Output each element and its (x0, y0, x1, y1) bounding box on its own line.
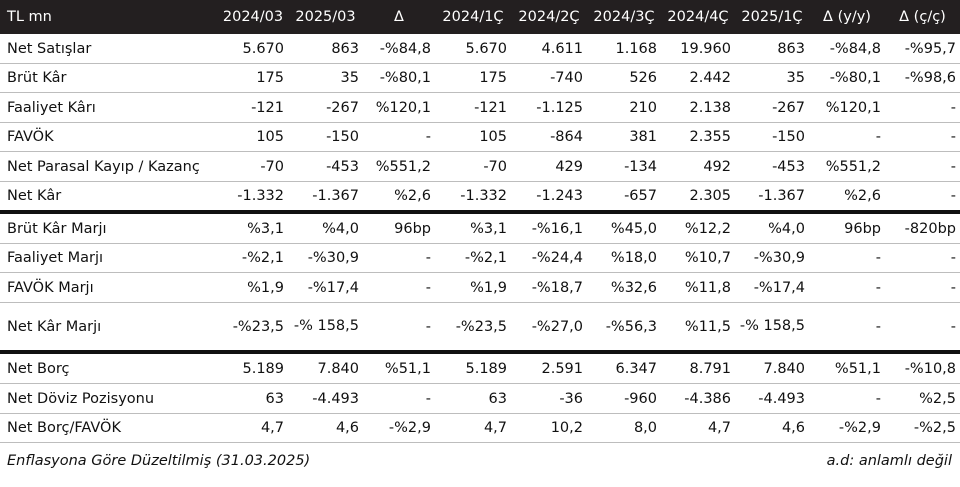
value-cell: -1.367 (735, 182, 809, 213)
value-cell: 63 (218, 384, 288, 414)
value-cell: %551,2 (363, 152, 435, 182)
value-cell: 7.840 (735, 352, 809, 384)
value-cell: -%84,8 (363, 34, 435, 64)
value-cell: %11,8 (661, 273, 735, 303)
value-cell: 8,0 (587, 414, 661, 443)
value-cell: -%80,1 (363, 64, 435, 93)
value-cell: -%2,9 (809, 414, 885, 443)
value-cell: -1.243 (511, 182, 587, 213)
header-cell: 2024/03 (218, 0, 288, 34)
row-label: Faaliyet Kârı (0, 93, 218, 123)
value-cell: %10,7 (661, 244, 735, 273)
value-cell: -453 (735, 152, 809, 182)
value-cell: 105 (435, 123, 511, 152)
value-cell: -267 (735, 93, 809, 123)
value-cell: 4,7 (218, 414, 288, 443)
value-cell: -960 (587, 384, 661, 414)
table-row (0, 212, 960, 244)
table-row (0, 182, 960, 213)
footer (0, 449, 960, 479)
value-cell: - (363, 244, 435, 273)
value-cell: 96bp (809, 212, 885, 244)
table-row (0, 352, 960, 384)
header-cell: Δ (y/y) (809, 0, 885, 34)
value-cell: 8.791 (661, 352, 735, 384)
value-cell: -1.332 (218, 182, 288, 213)
value-cell: %2,6 (363, 182, 435, 213)
value-cell: 429 (511, 152, 587, 182)
value-cell: 10,2 (511, 414, 587, 443)
table-row (0, 384, 960, 414)
footer-note-left: Enflasyona Göre Düzeltilmiş (31.03.2025) (7, 453, 311, 469)
row-label: Net Döviz Pozisyonu (0, 384, 218, 414)
value-cell: 4,6 (735, 414, 809, 443)
value-cell: 2.138 (661, 93, 735, 123)
value-cell: 4,7 (661, 414, 735, 443)
header-cell: 2024/2Ç (511, 0, 587, 34)
table-row (0, 64, 960, 93)
header-cell: Δ (363, 0, 435, 34)
value-cell: 526 (587, 64, 661, 93)
value-cell: - (363, 303, 435, 353)
value-cell: -%56,3 (587, 303, 661, 353)
value-cell: -%84,8 (809, 34, 885, 64)
value-cell: -267 (288, 93, 363, 123)
value-cell: 7.840 (288, 352, 363, 384)
value-cell: -%27,0 (511, 303, 587, 353)
value-cell: -%10,8 (885, 352, 960, 384)
value-cell: - (363, 273, 435, 303)
value-cell: %4,0 (288, 212, 363, 244)
value-cell: -%2,1 (218, 244, 288, 273)
value-cell: - (809, 303, 885, 353)
header-row (0, 0, 960, 34)
value-cell: -%23,5 (218, 303, 288, 353)
value-cell: 492 (661, 152, 735, 182)
value-cell: -70 (218, 152, 288, 182)
value-cell: 2.305 (661, 182, 735, 213)
value-cell: %12,2 (661, 212, 735, 244)
value-cell: -% 158,5 (735, 303, 809, 353)
value-cell: -134 (587, 152, 661, 182)
value-cell: %32,6 (587, 273, 661, 303)
value-cell: -%23,5 (435, 303, 511, 353)
value-cell: %120,1 (363, 93, 435, 123)
value-cell: -%30,9 (288, 244, 363, 273)
value-cell: 2.442 (661, 64, 735, 93)
value-cell: -70 (435, 152, 511, 182)
value-cell: - (885, 244, 960, 273)
value-cell: 381 (587, 123, 661, 152)
value-cell: - (809, 384, 885, 414)
value-cell: -4.493 (735, 384, 809, 414)
value-cell: 175 (218, 64, 288, 93)
value-cell: %2,5 (885, 384, 960, 414)
value-cell: -%30,9 (735, 244, 809, 273)
value-cell: -820bp (885, 212, 960, 244)
value-cell: - (885, 182, 960, 213)
value-cell: 5.670 (435, 34, 511, 64)
value-cell: 105 (218, 123, 288, 152)
value-cell: - (885, 152, 960, 182)
value-cell: -%98,6 (885, 64, 960, 93)
value-cell: - (809, 244, 885, 273)
footer-note-right: a.d: anlamlı değil (826, 453, 952, 469)
value-cell: -%16,1 (511, 212, 587, 244)
value-cell: %120,1 (809, 93, 885, 123)
header-cell: 2024/3Ç (587, 0, 661, 34)
value-cell: %51,1 (809, 352, 885, 384)
table-row (0, 414, 960, 443)
value-cell: 4,6 (288, 414, 363, 443)
table-row (0, 303, 960, 353)
value-cell: 1.168 (587, 34, 661, 64)
value-cell: 2.591 (511, 352, 587, 384)
value-cell: -121 (435, 93, 511, 123)
value-cell: %4,0 (735, 212, 809, 244)
header-cell: 2025/03 (288, 0, 363, 34)
value-cell: -%80,1 (809, 64, 885, 93)
value-cell: %1,9 (435, 273, 511, 303)
header-cell: Δ (ç/ç) (885, 0, 960, 34)
value-cell: %1,9 (218, 273, 288, 303)
value-cell: 175 (435, 64, 511, 93)
value-cell: 863 (735, 34, 809, 64)
header-label-cell: TL mn (0, 0, 218, 34)
value-cell: -1.367 (288, 182, 363, 213)
table-row (0, 273, 960, 303)
value-cell: -4.386 (661, 384, 735, 414)
row-label: Net Kâr Marjı (0, 303, 218, 353)
value-cell: 63 (435, 384, 511, 414)
value-cell: -150 (735, 123, 809, 152)
value-cell: 96bp (363, 212, 435, 244)
header-cell: 2025/1Ç (735, 0, 809, 34)
value-cell: %3,1 (218, 212, 288, 244)
header-cell: 2024/1Ç (435, 0, 511, 34)
value-cell: 863 (288, 34, 363, 64)
value-cell: - (885, 303, 960, 353)
value-cell: - (363, 384, 435, 414)
row-label: Net Borç/FAVÖK (0, 414, 218, 443)
value-cell: -4.493 (288, 384, 363, 414)
value-cell: - (809, 273, 885, 303)
value-cell: -1.332 (435, 182, 511, 213)
value-cell: -657 (587, 182, 661, 213)
value-cell: -150 (288, 123, 363, 152)
value-cell: -%2,1 (435, 244, 511, 273)
value-cell: 35 (288, 64, 363, 93)
value-cell: -% 158,5 (288, 303, 363, 353)
value-cell: 5.189 (435, 352, 511, 384)
row-label: FAVÖK (0, 123, 218, 152)
value-cell: 4,7 (435, 414, 511, 443)
value-cell: -%2,5 (885, 414, 960, 443)
value-cell: %18,0 (587, 244, 661, 273)
value-cell: -%17,4 (288, 273, 363, 303)
value-cell: -121 (218, 93, 288, 123)
row-label: Brüt Kâr (0, 64, 218, 93)
value-cell: %45,0 (587, 212, 661, 244)
table-row (0, 123, 960, 152)
row-label: Net Parasal Kayıp / Kazanç (0, 152, 218, 182)
value-cell: - (885, 93, 960, 123)
value-cell: - (809, 123, 885, 152)
value-cell: %3,1 (435, 212, 511, 244)
table-row (0, 152, 960, 182)
value-cell: -453 (288, 152, 363, 182)
value-cell: -740 (511, 64, 587, 93)
value-cell: 210 (587, 93, 661, 123)
row-label: Net Satışlar (0, 34, 218, 64)
row-label: Net Borç (0, 352, 218, 384)
value-cell: 4.611 (511, 34, 587, 64)
table-body (0, 34, 960, 443)
value-cell: %551,2 (809, 152, 885, 182)
value-cell: 2.355 (661, 123, 735, 152)
value-cell: 5.670 (218, 34, 288, 64)
value-cell: -864 (511, 123, 587, 152)
value-cell: %2,6 (809, 182, 885, 213)
value-cell: 35 (735, 64, 809, 93)
value-cell: -%2,9 (363, 414, 435, 443)
value-cell: -1.125 (511, 93, 587, 123)
value-cell: -%17,4 (735, 273, 809, 303)
row-label: Brüt Kâr Marjı (0, 212, 218, 244)
value-cell: 6.347 (587, 352, 661, 384)
value-cell: -%24,4 (511, 244, 587, 273)
value-cell: 5.189 (218, 352, 288, 384)
header-cell: 2024/4Ç (661, 0, 735, 34)
value-cell: - (885, 273, 960, 303)
table-row (0, 93, 960, 123)
value-cell: - (885, 123, 960, 152)
table-row (0, 244, 960, 273)
table-row (0, 34, 960, 64)
row-label: Faaliyet Marjı (0, 244, 218, 273)
value-cell: - (363, 123, 435, 152)
value-cell: -%18,7 (511, 273, 587, 303)
value-cell: 19.960 (661, 34, 735, 64)
value-cell: %51,1 (363, 352, 435, 384)
row-label: Net Kâr (0, 182, 218, 213)
value-cell: -%95,7 (885, 34, 960, 64)
value-cell: -36 (511, 384, 587, 414)
value-cell: %11,5 (661, 303, 735, 353)
row-label: FAVÖK Marjı (0, 273, 218, 303)
